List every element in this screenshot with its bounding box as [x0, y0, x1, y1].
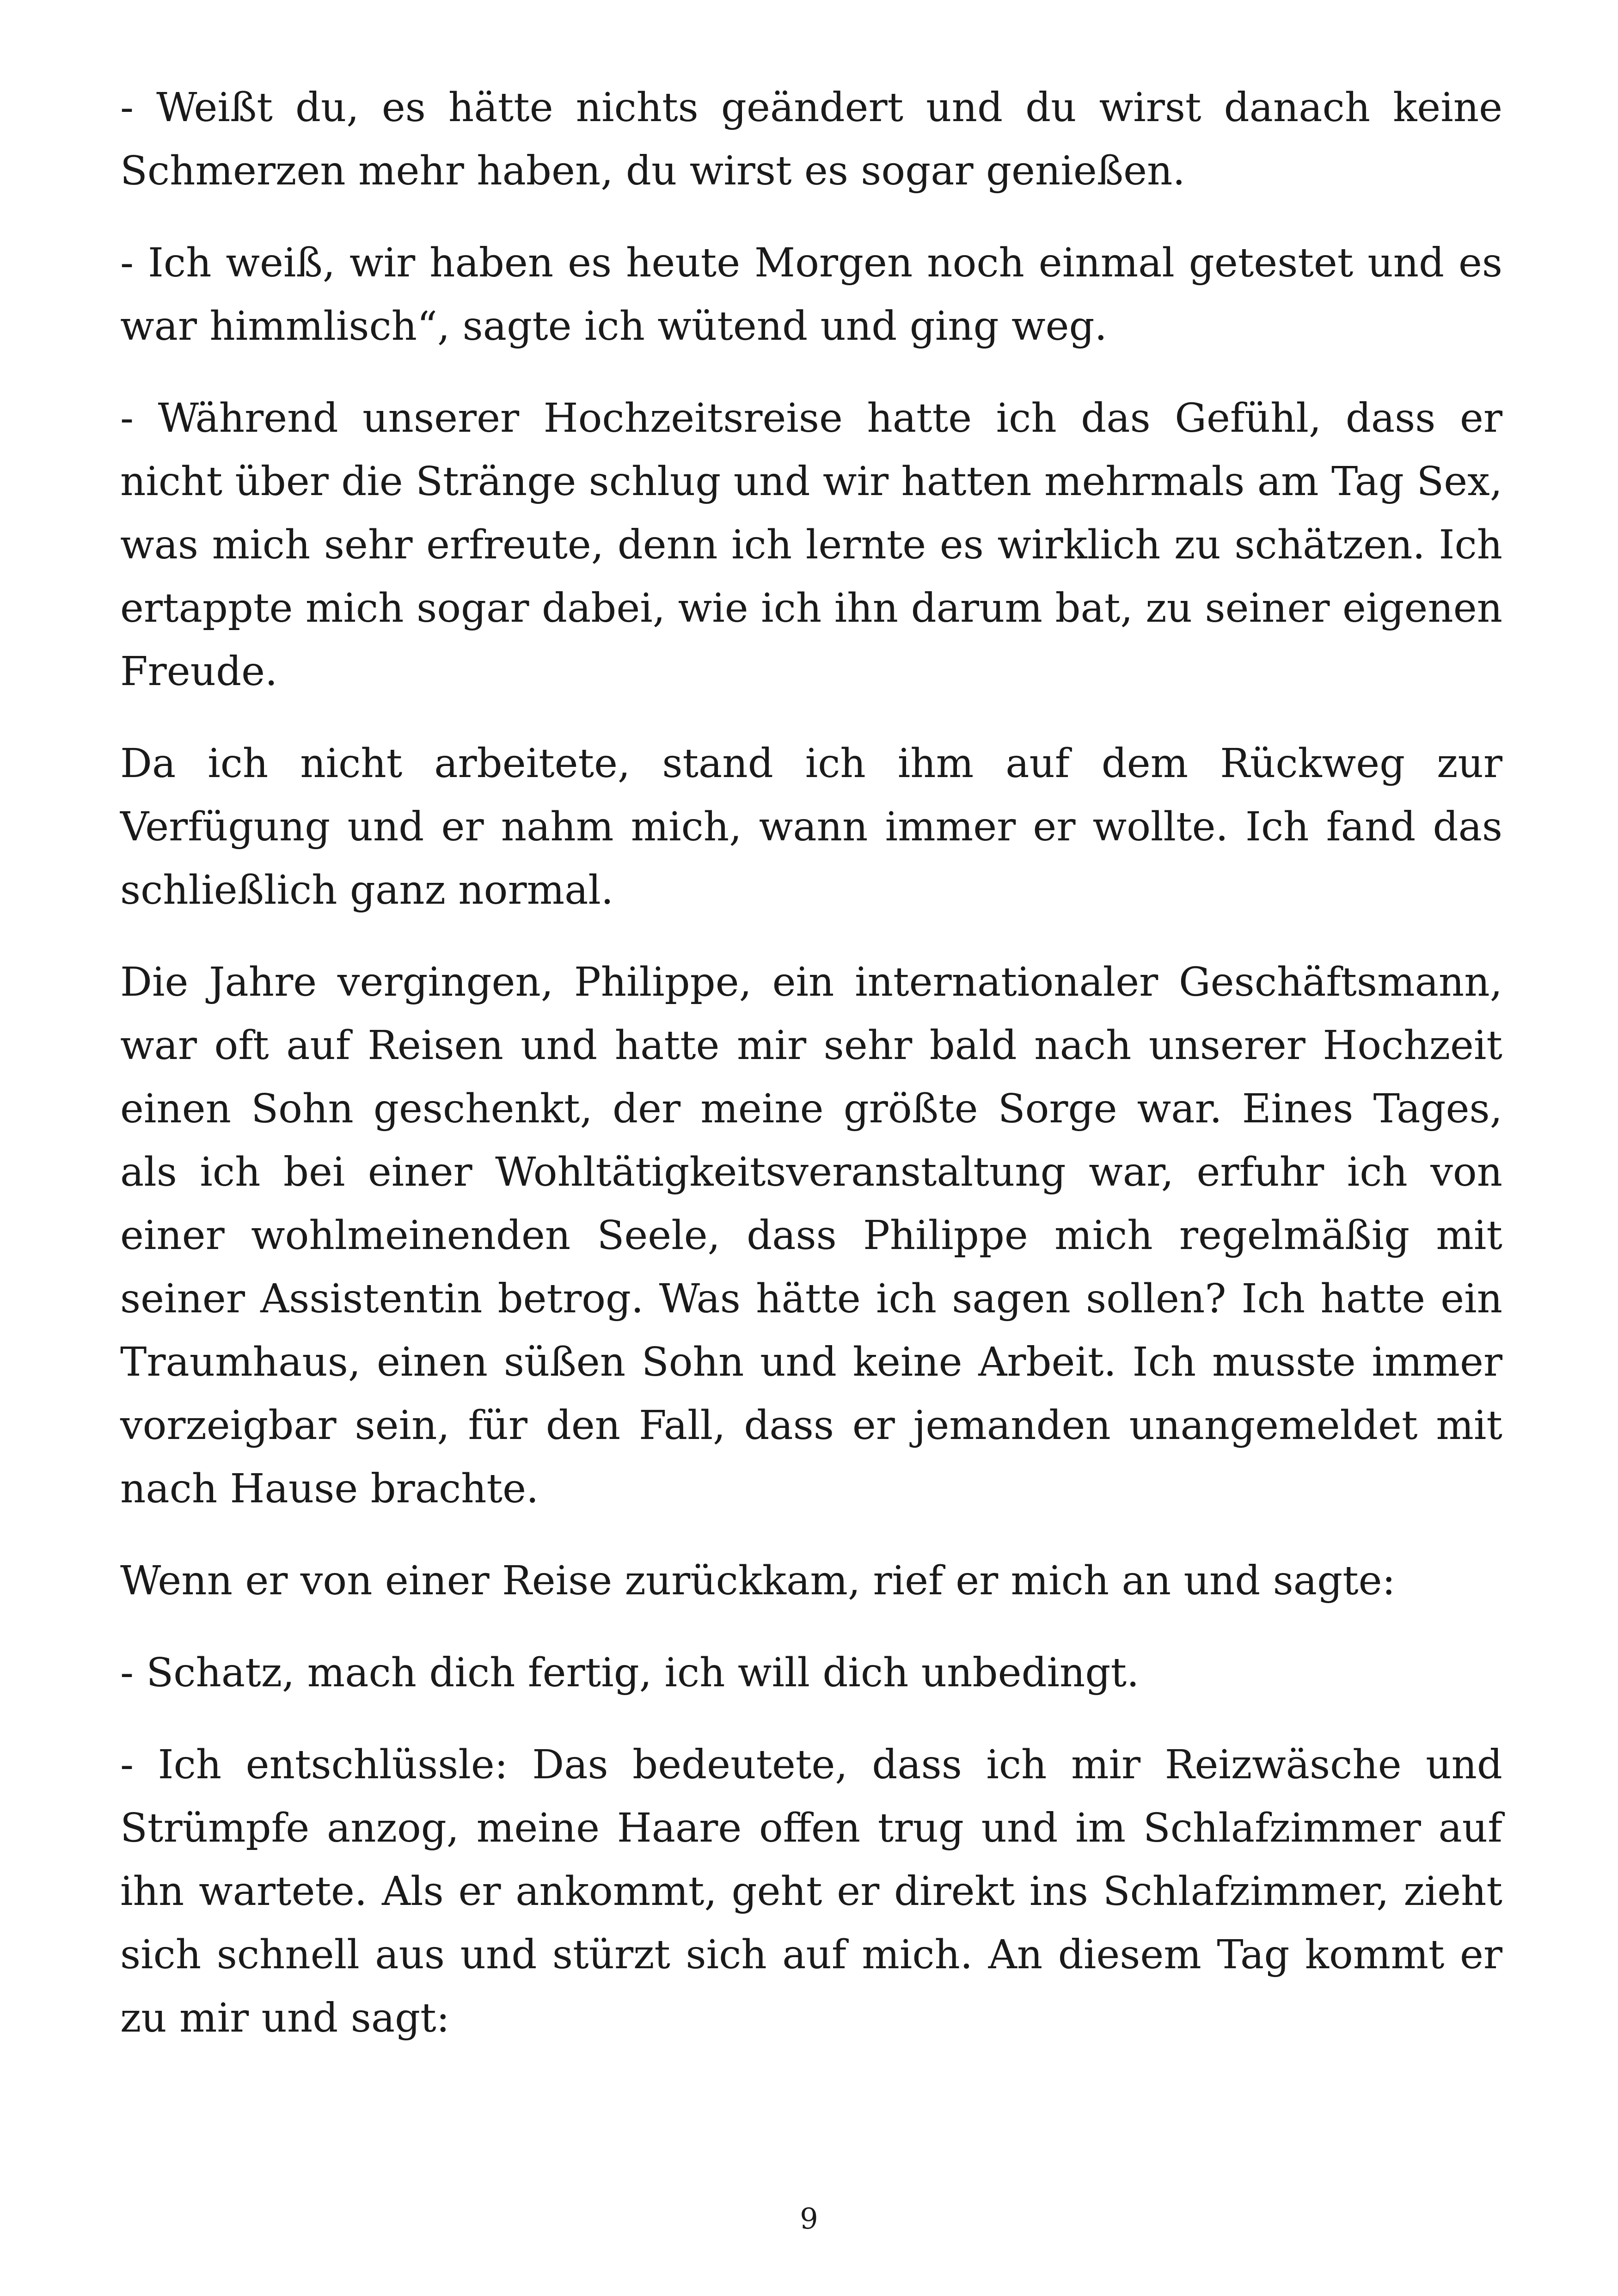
paragraph-4: Da ich nicht arbeitete, stand ich ihm auf dem Rückweg zur Verfügung und er nahm mich, wann immer er wollte. Ich fand das schließlich ganz normal.	[120, 741, 1502, 913]
body-text	[120, 76, 1502, 2079]
paragraph-6: Wenn er von einer Reise zurückkam, rief er mich an und sagte:	[120, 1558, 1396, 1604]
paragraph-8: - Ich entschlüssle: Das bedeutete, dass ich mir Reizwäsche und Strümpfe anzog, meine Haare offen trug und im Schlafzimmer auf ihn wartete. Als er ankommt, geht er direkt ins Schlafzimmer, zieht sich schnell aus und stürzt sich auf mich. An diesem Tag kommt er zu mir und sagt:	[120, 1742, 1502, 2041]
paragraph-5: Die Jahre vergingen, Philippe, ein internationaler Geschäftsmann, war oft auf Reisen und hatte mir sehr bald nach unserer Hochzeit einen Sohn geschenkt, der meine größte Sorge war. Eines Tages, als ich bei einer Wohltätigkeitsveranstaltung war, erfuhr ich von einer wohlmeinenden Seele, dass Philippe mich regelmäßig mit seiner Assistentin betrog. Was hätte ich sagen sollen? Ich hatte ein Traumhaus, einen süßen Sohn und keine Arbeit. Ich musste immer vorzeigbar sein, für den Fall, dass er jemanden unangemeldet mit nach Hause brachte.	[120, 959, 1502, 1512]
paragraph-7: - Schatz, mach dich fertig, ich will dich unbedingt.	[120, 1650, 1140, 1696]
paragraph-3: - Während unserer Hochzeitsreise hatte ich das Gefühl, dass er nicht über die Stränge schlug und wir hatten mehrmals am Tag Sex, was mich sehr erfreute, denn ich lernte es wirklich zu schätzen. Ich ertappte mich sogar dabei, wie ich ihn darum bat, zu seiner eigenen Freude.	[120, 395, 1502, 695]
paragraph-1: - Weißt du, es hätte nichts geändert und du wirst danach keine Schmerzen mehr haben, du wirst es sogar genießen.	[120, 85, 1502, 194]
paragraph-2: - Ich weiß, wir haben es heute Morgen noch einmal getestet und es war himmlisch“, sagte ich wütend und ging weg.	[120, 240, 1502, 349]
page-number: 9	[800, 2202, 818, 2235]
